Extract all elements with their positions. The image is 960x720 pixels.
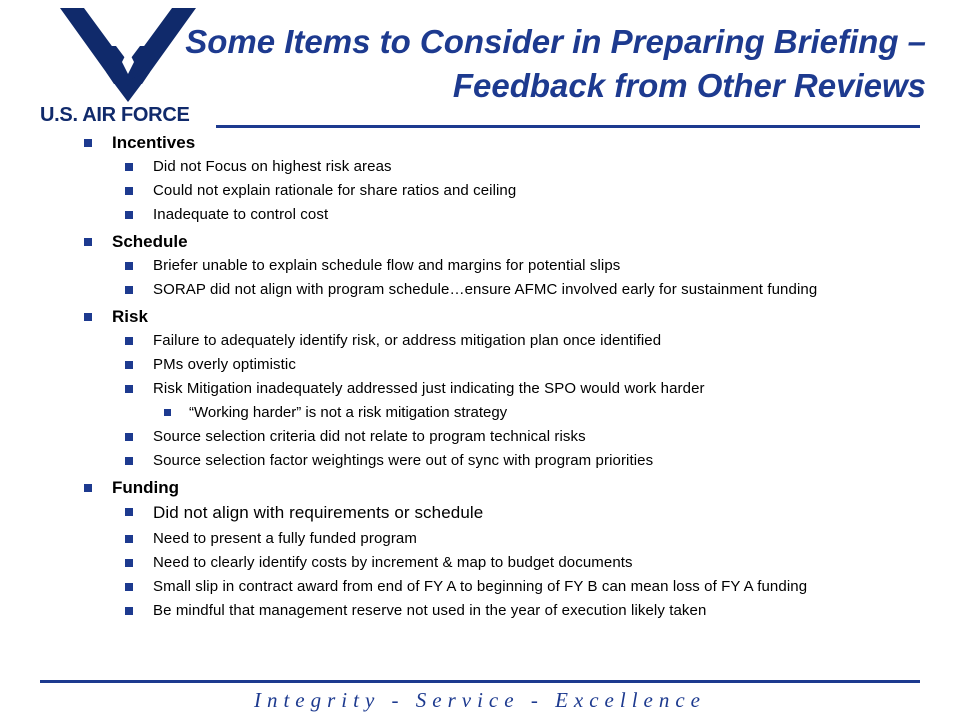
section-heading: Funding <box>82 477 922 499</box>
list-item: Failure to adequately identify risk, or address mitigation plan once identified <box>82 332 922 349</box>
header-divider <box>216 125 920 128</box>
section-heading: Schedule <box>82 231 922 253</box>
title-line-2: Feedback from Other Reviews <box>452 67 926 104</box>
list-item: Did not Focus on highest risk areas <box>82 158 922 175</box>
section-funding <box>82 477 922 619</box>
list-item: Inadequate to control cost <box>82 206 922 223</box>
sub-list-item: “Working harder” is not a risk mitigation strategy <box>82 404 922 421</box>
slide-content <box>82 132 922 676</box>
section-incentives <box>82 132 922 223</box>
list-item: Risk Mitigation inadequately addressed just indicating the SPO would work harder <box>82 380 922 397</box>
list-item: Be mindful that management reserve not used in the year of execution likely taken <box>82 602 922 619</box>
list-item: Source selection factor weightings were out of sync with program priorities <box>82 452 922 469</box>
title-line-1: Some Items to Consider in Preparing Briefing – <box>185 23 926 60</box>
section-heading: Risk <box>82 306 922 328</box>
list-item: Could not explain rationale for share ratios and ceiling <box>82 182 922 199</box>
list-item: PMs overly optimistic <box>82 356 922 373</box>
footer-motto: Integrity - Service - Excellence <box>253 688 706 712</box>
list-item: Briefer unable to explain schedule flow and margins for potential slips <box>82 257 922 274</box>
list-item: Did not align with requirements or schedule <box>82 503 922 523</box>
section-risk <box>82 306 922 469</box>
section-schedule <box>82 231 922 298</box>
list-item: Small slip in contract award from end of FY A to beginning of FY B can mean loss of FY A funding <box>82 578 922 595</box>
list-item: Need to present a fully funded program <box>82 530 922 547</box>
footer-divider <box>40 680 920 683</box>
list-item: SORAP did not align with program schedule…ensure AFMC involved early for sustainment funding <box>82 281 922 298</box>
list-item: Source selection criteria did not relate to program technical risks <box>82 428 922 445</box>
list-item: Need to clearly identify costs by increment & map to budget documents <box>82 554 922 571</box>
slide-title <box>60 20 926 108</box>
section-heading: Incentives <box>82 132 922 154</box>
logo-text: U.S. AIR FORCE <box>40 104 190 126</box>
